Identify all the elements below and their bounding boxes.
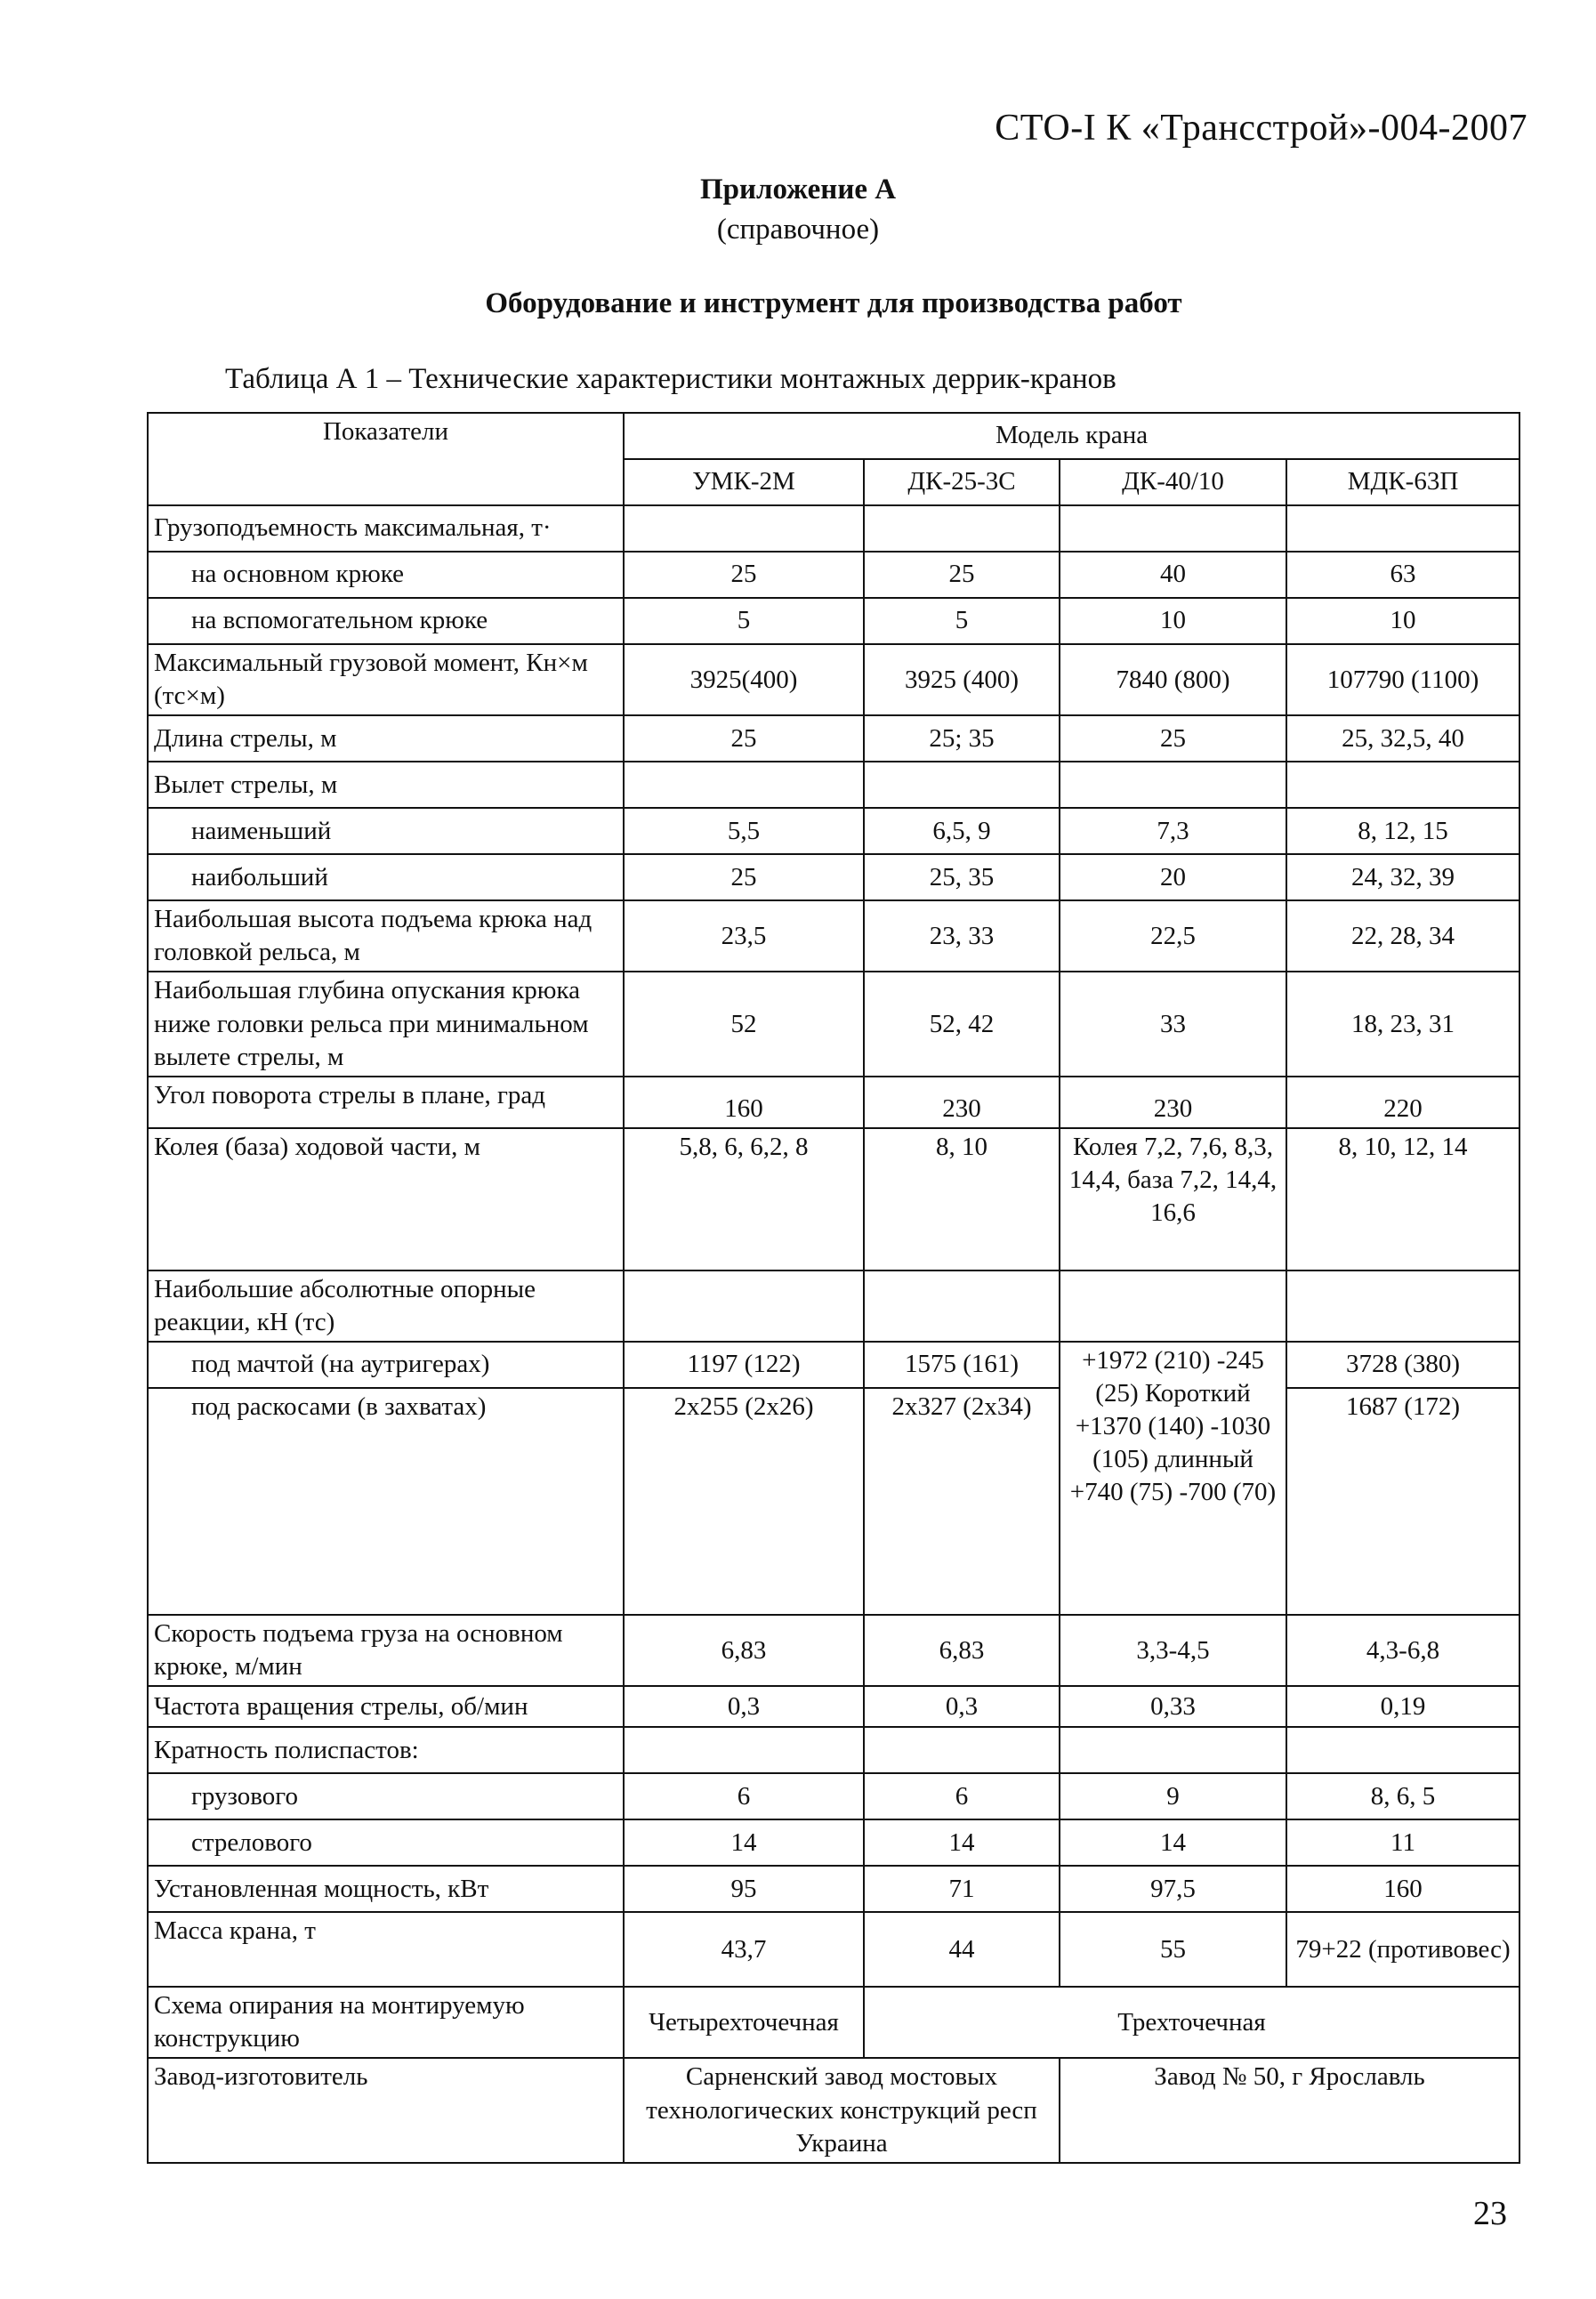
- row-label: наибольший: [148, 854, 624, 900]
- header-model-group: Модель крана: [624, 413, 1519, 459]
- page-number: 23: [1473, 2195, 1507, 2232]
- cell-value: 40: [1060, 552, 1286, 598]
- cell-value: 95: [624, 1866, 864, 1912]
- row-label: Наибольшая высота подъема крюка над головкой рельса, м: [148, 900, 624, 972]
- row-label: Вылет стрелы, м: [148, 762, 624, 808]
- cell-value: +1972 (210) -245 (25) Короткий +1370 (140) -1030 (105) длинный +740 (75) -700 (70): [1060, 1342, 1286, 1615]
- cell-value: 4,3-6,8: [1286, 1615, 1519, 1686]
- cell-value: 23, 33: [864, 900, 1060, 972]
- cell-value: 63: [1286, 552, 1519, 598]
- header-model: ДК-40/10: [1060, 459, 1286, 505]
- header-model: МДК-63П: [1286, 459, 1519, 505]
- cell-value: 10: [1286, 598, 1519, 644]
- cell-value: 8, 6, 5: [1286, 1773, 1519, 1819]
- document-code: СТО-I К «Трансстрой»-004-2007: [995, 108, 1527, 149]
- row-label: наименьший: [148, 808, 624, 854]
- cell-value: 160: [1286, 1866, 1519, 1912]
- row-label: Угол поворота стрелы в плане, град: [148, 1077, 624, 1128]
- cell-value: 3925(400): [624, 644, 864, 715]
- cell-value: 5,8, 6, 6,2, 8: [624, 1128, 864, 1270]
- table-row: [148, 1912, 1519, 1987]
- cell-value: 6: [624, 1773, 864, 1819]
- table-row: [148, 1866, 1519, 1912]
- row-label: грузового: [148, 1773, 624, 1819]
- cell-value: 0,3: [624, 1686, 864, 1727]
- cell-value: Завод № 50, г Ярославль: [1060, 2058, 1519, 2162]
- table-row: [148, 1342, 1519, 1388]
- cell-value: 5,5: [624, 808, 864, 854]
- cell-value: 1575 (161): [864, 1342, 1060, 1388]
- row-label: Кратность полиспастов:: [148, 1727, 624, 1773]
- cell-value: 8, 10, 12, 14: [1286, 1128, 1519, 1270]
- cell-value: 220: [1286, 1077, 1519, 1128]
- table-row: [148, 1388, 1519, 1615]
- row-label: под раскосами (в захватах): [148, 1388, 624, 1615]
- cell-value: 25, 35: [864, 854, 1060, 900]
- cell-value: Колея 7,2, 7,6, 8,3, 14,4, база 7,2, 14,4, 16,6: [1060, 1128, 1286, 1270]
- row-label: под мачтой (на аутригерах): [148, 1342, 624, 1388]
- cell-value: 0,19: [1286, 1686, 1519, 1727]
- cell-value: 3925 (400): [864, 644, 1060, 715]
- cell-value: 18, 23, 31: [1286, 972, 1519, 1076]
- cell-value: 25: [624, 552, 864, 598]
- table-row: [148, 1819, 1519, 1866]
- cell-value: 20: [1060, 854, 1286, 900]
- row-label: Схема опирания на монтируемую конструкцию: [148, 1987, 624, 2058]
- table-caption: Таблица А 1 – Технические характеристики монтажных деррик-кранов: [225, 363, 1116, 395]
- header-indicators: Показатели: [148, 413, 624, 505]
- table-row: [148, 2058, 1519, 2162]
- cell-value: 52: [624, 972, 864, 1076]
- cell-value: 25: [864, 552, 1060, 598]
- header-model: УМК-2М: [624, 459, 864, 505]
- table-row: [148, 715, 1519, 762]
- row-label: Частота вращения стрелы, об/мин: [148, 1686, 624, 1727]
- cell-value: 79+22 (противовес): [1286, 1912, 1519, 1987]
- cell-value: 14: [624, 1819, 864, 1866]
- table-row: [148, 1987, 1519, 2058]
- cell-value: 22, 28, 34: [1286, 900, 1519, 972]
- header-model: ДК-25-3С: [864, 459, 1060, 505]
- cell-value: 5: [624, 598, 864, 644]
- table-row: [148, 808, 1519, 854]
- cell-value: 0,33: [1060, 1686, 1286, 1727]
- table-row: [148, 1773, 1519, 1819]
- cell-value: 230: [1060, 1077, 1286, 1128]
- cell-value: 2х255 (2х26): [624, 1388, 864, 1615]
- cell-value: 1687 (172): [1286, 1388, 1519, 1615]
- row-label: Грузоподъемность максимальная, т·: [148, 505, 624, 552]
- cell-value: 24, 32, 39: [1286, 854, 1519, 900]
- cell-value: 6,5, 9: [864, 808, 1060, 854]
- table-row: [148, 854, 1519, 900]
- cell-value: 44: [864, 1912, 1060, 1987]
- table-row: [148, 1727, 1519, 1773]
- cell-value: 25; 35: [864, 715, 1060, 762]
- cell-value: 10: [1060, 598, 1286, 644]
- cell-value: 43,7: [624, 1912, 864, 1987]
- cell-value: 22,5: [1060, 900, 1286, 972]
- table-row: [148, 900, 1519, 972]
- row-label: Масса крана, т: [148, 1912, 624, 1987]
- cell-value: 3728 (380): [1286, 1342, 1519, 1388]
- row-label: Колея (база) ходовой части, м: [148, 1128, 624, 1270]
- cell-value: 25: [1060, 715, 1286, 762]
- cell-value: 8, 10: [864, 1128, 1060, 1270]
- cell-value: 3,3-4,5: [1060, 1615, 1286, 1686]
- table-row: [148, 972, 1519, 1076]
- cell-value: 14: [1060, 1819, 1286, 1866]
- cell-value: 23,5: [624, 900, 864, 972]
- cell-value: 9: [1060, 1773, 1286, 1819]
- table-header-row: [148, 413, 1519, 459]
- cell-value: 14: [864, 1819, 1060, 1866]
- table-row: [148, 1270, 1519, 1342]
- cell-value: 25, 32,5, 40: [1286, 715, 1519, 762]
- row-label: Максимальный грузовой момент, Кн×м (тс×м): [148, 644, 624, 715]
- appendix-subtitle: (справочное): [716, 214, 880, 246]
- table-row: [148, 1615, 1519, 1686]
- table-row: [148, 1077, 1519, 1128]
- cell-value: 7,3: [1060, 808, 1286, 854]
- cell-value: 230: [864, 1077, 1060, 1128]
- appendix-title: Приложение А: [699, 173, 897, 206]
- cell-value: Сарненский завод мостовых технологических конструкций респ Украина: [624, 2058, 1060, 2162]
- row-label: Наибольшие абсолютные опорные реакции, кН (тс): [148, 1270, 624, 1342]
- table-row: [148, 644, 1519, 715]
- table-row: [148, 1686, 1519, 1727]
- cell-value: 97,5: [1060, 1866, 1286, 1912]
- row-label: Установленная мощность, кВт: [148, 1866, 624, 1912]
- cell-value: Четырехточечная: [624, 1987, 864, 2058]
- table-row: [148, 1128, 1519, 1270]
- cell-value: 6,83: [624, 1615, 864, 1686]
- cell-value: 52, 42: [864, 972, 1060, 1076]
- cell-value: 33: [1060, 972, 1286, 1076]
- section-title: Оборудование и инструмент для производства работ: [485, 287, 1182, 319]
- table-row: [148, 505, 1519, 552]
- cell-value: 25: [624, 854, 864, 900]
- cell-value: 8, 12, 15: [1286, 808, 1519, 854]
- row-label: Наибольшая глубина опускания крюка ниже головки рельса при минимальном вылете стрелы, м: [148, 972, 624, 1076]
- cell-value: 71: [864, 1866, 1060, 1912]
- cell-value: 2х327 (2х34): [864, 1388, 1060, 1615]
- crane-specs-table: [147, 412, 1520, 2164]
- cell-value: 0,3: [864, 1686, 1060, 1727]
- cell-value: 160: [624, 1077, 864, 1128]
- row-label: Длина стрелы, м: [148, 715, 624, 762]
- table-row: [148, 598, 1519, 644]
- table-row: [148, 552, 1519, 598]
- cell-value: 25: [624, 715, 864, 762]
- cell-value: Трехточечная: [864, 1987, 1519, 2058]
- cell-value: 5: [864, 598, 1060, 644]
- cell-value: 107790 (1100): [1286, 644, 1519, 715]
- table-row: [148, 762, 1519, 808]
- row-label: Завод-изготовитель: [148, 2058, 624, 2162]
- cell-value: 1197 (122): [624, 1342, 864, 1388]
- cell-value: 6: [864, 1773, 1060, 1819]
- cell-value: 6,83: [864, 1615, 1060, 1686]
- row-label: на вспомогательном крюке: [148, 598, 624, 644]
- cell-value: 55: [1060, 1912, 1286, 1987]
- cell-value: 11: [1286, 1819, 1519, 1866]
- cell-value: 7840 (800): [1060, 644, 1286, 715]
- row-label: Скорость подъема груза на основном крюке, м/мин: [148, 1615, 624, 1686]
- row-label: на основном крюке: [148, 552, 624, 598]
- row-label: стрелового: [148, 1819, 624, 1866]
